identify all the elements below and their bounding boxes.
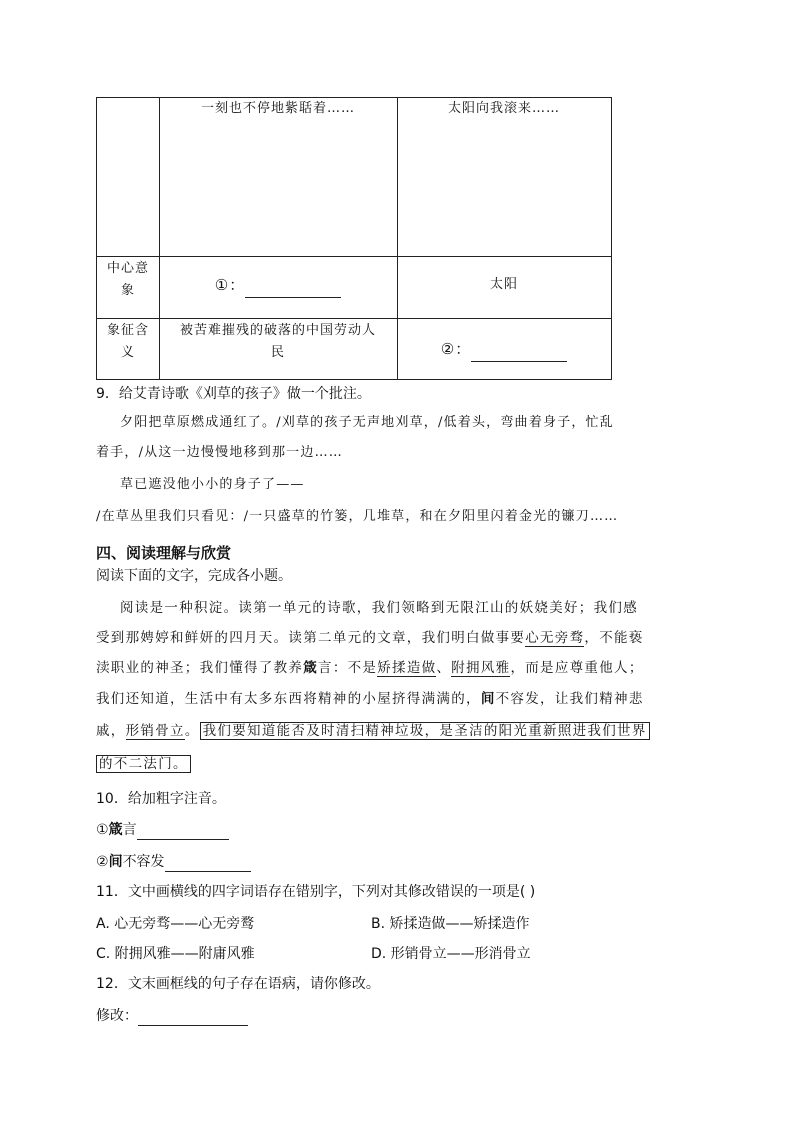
answer-blank-10-1[interactable] xyxy=(137,823,229,840)
table-label-symbolism: 象征含 义 xyxy=(106,323,149,360)
passage-line-2: 受到那娉婷和鲜妍的四月天。读第二单元的文章，我们明白做事要心无旁骛，不能亵 xyxy=(96,630,644,646)
underlined-idiom-1: 心无旁骛 xyxy=(525,630,585,646)
imagery-table xyxy=(96,97,612,380)
table-label-central-image: 中心意 象 xyxy=(106,261,149,298)
question-10-item-1: ①箴言 xyxy=(96,820,229,840)
table-cell-answer-2: ②： xyxy=(397,338,611,362)
passage-line-6 xyxy=(96,753,696,775)
poem-line-3: 草已遮没他小小的身子了—— xyxy=(120,477,305,492)
table-col-divider xyxy=(397,98,398,379)
table-cell-poem1-excerpt: 一刻也不停地紫聒着…… xyxy=(200,101,355,116)
answer-blank-12[interactable] xyxy=(138,1009,248,1026)
question-12-title: 12．文末画框线的句子存在语病，请你修改。 xyxy=(96,976,380,992)
table-row-divider xyxy=(97,256,611,257)
answer-blank-10-2[interactable] xyxy=(165,855,251,872)
passage-line-3: 渎职业的神圣；我们懂得了教养箴言：不是矫揉造做、附拥风雅，而是应尊重他人； xyxy=(96,660,644,676)
poem-line-2: 着手，/从这一边慢慢地移到那一边…… xyxy=(96,445,343,460)
section-instruction: 阅读下面的文字，完成各小题。 xyxy=(96,568,292,584)
table-cell-answer-1: ①： xyxy=(159,274,397,298)
boxed-sentence: 我们要知道能否及时清扫精神垃圾，是圣洁的阳光重新照进我们世界 xyxy=(200,722,650,740)
question-10-item-2: ②间不容发 xyxy=(96,852,251,872)
table-cell-poem2-excerpt: 太阳向我滚来…… xyxy=(447,101,560,116)
question-11-title: 11．文中画横线的四字词语存在错别字，下列对其修改错误的一项是( ) xyxy=(96,884,536,900)
passage-line-1: 阅读是一种积淀。读第一单元的诗歌，我们领略到无限江山的妖娆美好；我们感 xyxy=(120,600,638,616)
question-12-answer: 修改： xyxy=(96,1006,248,1026)
passage-line-5: 戚，形销骨立。 我们要知道能否及时清扫精神垃圾，是圣洁的阳光重新照进我们世界 xyxy=(96,720,706,742)
passage-line-4: 我们还知道，生活中有太多东西将精神的小屋挤得满满的，间不容发，让我们精神悲 xyxy=(96,691,644,707)
answer-blank-2[interactable] xyxy=(471,345,567,362)
boxed-sentence-end: 的不二法门。 xyxy=(96,755,191,773)
section-heading: 四、阅读理解与欣赏 xyxy=(96,544,232,562)
underlined-idiom-3: 附拥风雅 xyxy=(451,660,511,676)
table-cell-sun: 太阳 xyxy=(489,277,518,292)
underlined-idiom-4: 形销骨立 xyxy=(125,723,185,739)
poem-line-1: 夕阳把草原燃成通红了。/刈草的孩子无声地刈草，/低着头，弯曲着身子，忙乱 xyxy=(120,415,614,430)
question-9-title: 9．给艾青诗歌《刈草的孩子》做一个批注。 xyxy=(96,386,371,402)
table-cell-symbolism-1: 被苦难摧残的破落的中国劳动人 民 xyxy=(179,323,376,360)
option-c[interactable]: C. 附拥风雅——附庸风雅 xyxy=(96,946,255,962)
underlined-idiom-2: 矫揉造做 xyxy=(377,660,437,676)
table-row-divider xyxy=(97,318,611,319)
answer-blank-1[interactable] xyxy=(245,281,341,298)
question-10-title: 10．给加粗字注音。 xyxy=(96,791,226,807)
poem-line-4: /在草丛里我们只看见：/一只盛草的竹篓，几堆草，和在夕阳里闪着金光的镰刀…… xyxy=(96,509,619,524)
option-d[interactable]: D. 形销骨立——形消骨立 xyxy=(371,946,531,962)
option-b[interactable]: B. 矫揉造做——矫揉造作 xyxy=(371,916,530,932)
option-a[interactable]: A. 心无旁骛——心无旁鹜 xyxy=(96,916,255,932)
